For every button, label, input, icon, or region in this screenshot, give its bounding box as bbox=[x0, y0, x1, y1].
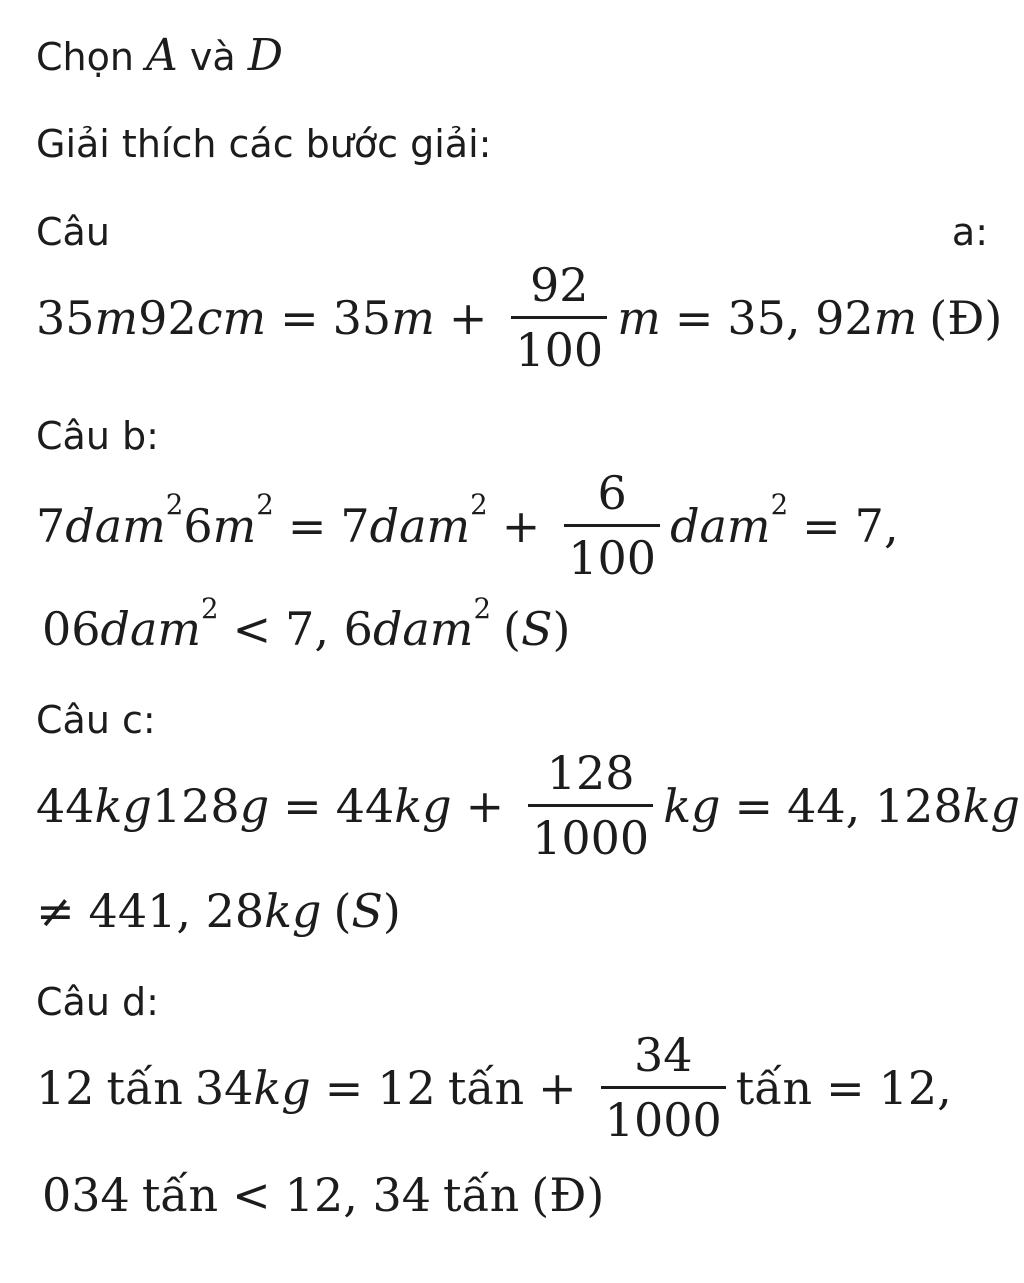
qb-frac-den: 100 bbox=[568, 531, 657, 585]
qd-whole: 12 bbox=[377, 1060, 436, 1115]
qa-lhs-num: 35 bbox=[36, 290, 95, 345]
qd-lhs-unit2: kg bbox=[253, 1060, 311, 1115]
qa-result-num: 35, 92 bbox=[727, 290, 874, 345]
qc-frac-den: 1000 bbox=[532, 811, 650, 865]
qd-compare-num: 12, 34 bbox=[284, 1168, 431, 1222]
qb-result-exp: 2 bbox=[201, 591, 219, 625]
qd-lhs-num2: 34 bbox=[194, 1060, 254, 1115]
qc-fraction bbox=[528, 746, 653, 865]
qc-lhs-num2: 128 bbox=[151, 778, 240, 833]
qd-result-part2: 034 bbox=[42, 1168, 130, 1222]
qd-lhs-num: 12 bbox=[36, 1060, 95, 1115]
qc-lhs-unit: kg bbox=[94, 778, 152, 833]
qa-plus: + bbox=[448, 290, 488, 345]
qd-frac-den: 1000 bbox=[604, 1093, 722, 1147]
qd-fraction bbox=[601, 1028, 726, 1147]
qb-lhs-unit2: m bbox=[212, 498, 257, 553]
qc-lhs-unit2: g bbox=[239, 778, 270, 833]
question-d-equation-line1 bbox=[36, 1028, 952, 1147]
qb-whole-exp: 2 bbox=[470, 488, 488, 522]
qc-whole-unit: kg bbox=[394, 778, 452, 833]
and-word: và bbox=[189, 35, 236, 79]
qc-neq-num: 441, 28 bbox=[88, 884, 265, 938]
question-b-equation-line1 bbox=[36, 466, 899, 585]
qa-verdict: (Đ) bbox=[929, 290, 1003, 345]
qb-result-part2: 06 bbox=[42, 602, 101, 656]
qb-verdict-close: ) bbox=[552, 602, 571, 656]
question-a-label bbox=[36, 210, 988, 254]
question-d-label: Câu d: bbox=[36, 980, 159, 1024]
qb-compare-exp: 2 bbox=[473, 591, 491, 625]
question-a-label-left: Câu bbox=[36, 210, 110, 254]
qd-ton-2: tấn bbox=[447, 1060, 525, 1115]
qc-verdict-letter: S bbox=[351, 884, 383, 938]
qd-verdict: (Đ) bbox=[531, 1168, 605, 1222]
qb-lhs-num: 7 bbox=[36, 498, 66, 553]
qd-result-part1: 12, bbox=[878, 1060, 952, 1115]
question-a-equation bbox=[36, 258, 1003, 377]
qb-eq2: = bbox=[802, 498, 841, 553]
question-c-equation-line2 bbox=[36, 884, 401, 938]
qb-eq1: = bbox=[287, 498, 327, 553]
question-c-label: Câu c: bbox=[36, 698, 156, 742]
qa-frac-num: 92 bbox=[530, 258, 589, 312]
qa-whole-unit: m bbox=[391, 290, 435, 345]
question-c-equation-line1 bbox=[36, 746, 1020, 865]
qc-frac-unit: kg bbox=[663, 778, 721, 833]
question-b-equation-line2 bbox=[42, 591, 571, 656]
qa-frac-unit: m bbox=[617, 290, 661, 345]
qa-result-unit: m bbox=[873, 290, 918, 345]
qc-result-unit: kg bbox=[962, 778, 1020, 833]
choice-a: A bbox=[146, 30, 178, 81]
qc-whole: 44 bbox=[335, 778, 395, 833]
question-a-label-right: a: bbox=[951, 210, 988, 254]
qc-eq1: = bbox=[283, 778, 322, 833]
qc-neq-unit: kg bbox=[264, 884, 322, 938]
qb-lhs-unit: dam bbox=[65, 498, 166, 553]
qd-ton-3: tấn bbox=[735, 1060, 813, 1115]
qc-result-num: 44, 128 bbox=[787, 778, 963, 833]
qd-eq2: = bbox=[826, 1060, 865, 1115]
qc-lhs-num: 44 bbox=[36, 778, 95, 833]
qa-eq1: = bbox=[280, 290, 319, 345]
qc-plus: + bbox=[465, 778, 505, 833]
qa-lhs-unit2: cm bbox=[196, 290, 267, 345]
qc-neq: ≠ bbox=[36, 884, 75, 938]
qb-whole: 7 bbox=[340, 498, 370, 553]
qb-whole-unit: dam bbox=[369, 498, 471, 553]
qb-compare-unit: dam bbox=[372, 602, 474, 656]
qa-lhs-num2: 92 bbox=[138, 290, 197, 345]
qb-lhs-exp2: 2 bbox=[256, 488, 274, 522]
question-b-label: Câu b: bbox=[36, 414, 159, 458]
qd-ton-5: tấn bbox=[442, 1168, 520, 1222]
qa-fraction bbox=[511, 258, 607, 377]
qd-plus: + bbox=[538, 1060, 577, 1115]
choice-d: D bbox=[247, 30, 284, 81]
qb-lhs-num2: 6 bbox=[183, 498, 213, 553]
qd-compare: < bbox=[232, 1168, 271, 1222]
qa-frac-den: 100 bbox=[515, 323, 604, 377]
qd-frac-num: 34 bbox=[633, 1028, 693, 1082]
qb-result-unit: dam bbox=[100, 602, 202, 656]
qb-compare: < bbox=[232, 602, 272, 656]
explanation-heading: Giải thích các bước giải: bbox=[36, 122, 492, 166]
qc-verdict-open: ( bbox=[333, 884, 352, 938]
qa-lhs-unit: m bbox=[94, 290, 139, 345]
qb-fraction bbox=[564, 466, 660, 585]
qb-compare-num: 7, 6 bbox=[285, 602, 373, 656]
qa-whole: 35 bbox=[332, 290, 392, 345]
qb-verdict-open: ( bbox=[503, 602, 521, 656]
qd-eq1: = bbox=[324, 1060, 364, 1115]
qb-lhs-exp: 2 bbox=[165, 488, 184, 522]
qb-frac-exp: 2 bbox=[770, 488, 789, 522]
qc-eq2: = bbox=[734, 778, 774, 833]
qb-frac-num: 6 bbox=[597, 466, 627, 520]
qa-eq2: = bbox=[674, 290, 714, 345]
qb-plus: + bbox=[501, 498, 541, 553]
qc-frac-num: 128 bbox=[546, 746, 635, 800]
qb-result-part1: 7, bbox=[854, 498, 899, 553]
question-d-equation-line2 bbox=[42, 1168, 604, 1222]
qb-verdict-letter: S bbox=[520, 602, 553, 656]
qd-ton-4: tấn bbox=[141, 1168, 219, 1222]
qd-ton-1: tấn bbox=[106, 1060, 183, 1115]
qc-verdict-close: ) bbox=[382, 884, 401, 938]
qb-frac-unit: dam bbox=[670, 498, 771, 553]
choose-prefix: Chọn bbox=[36, 35, 134, 79]
answer-choice-line bbox=[36, 30, 988, 81]
